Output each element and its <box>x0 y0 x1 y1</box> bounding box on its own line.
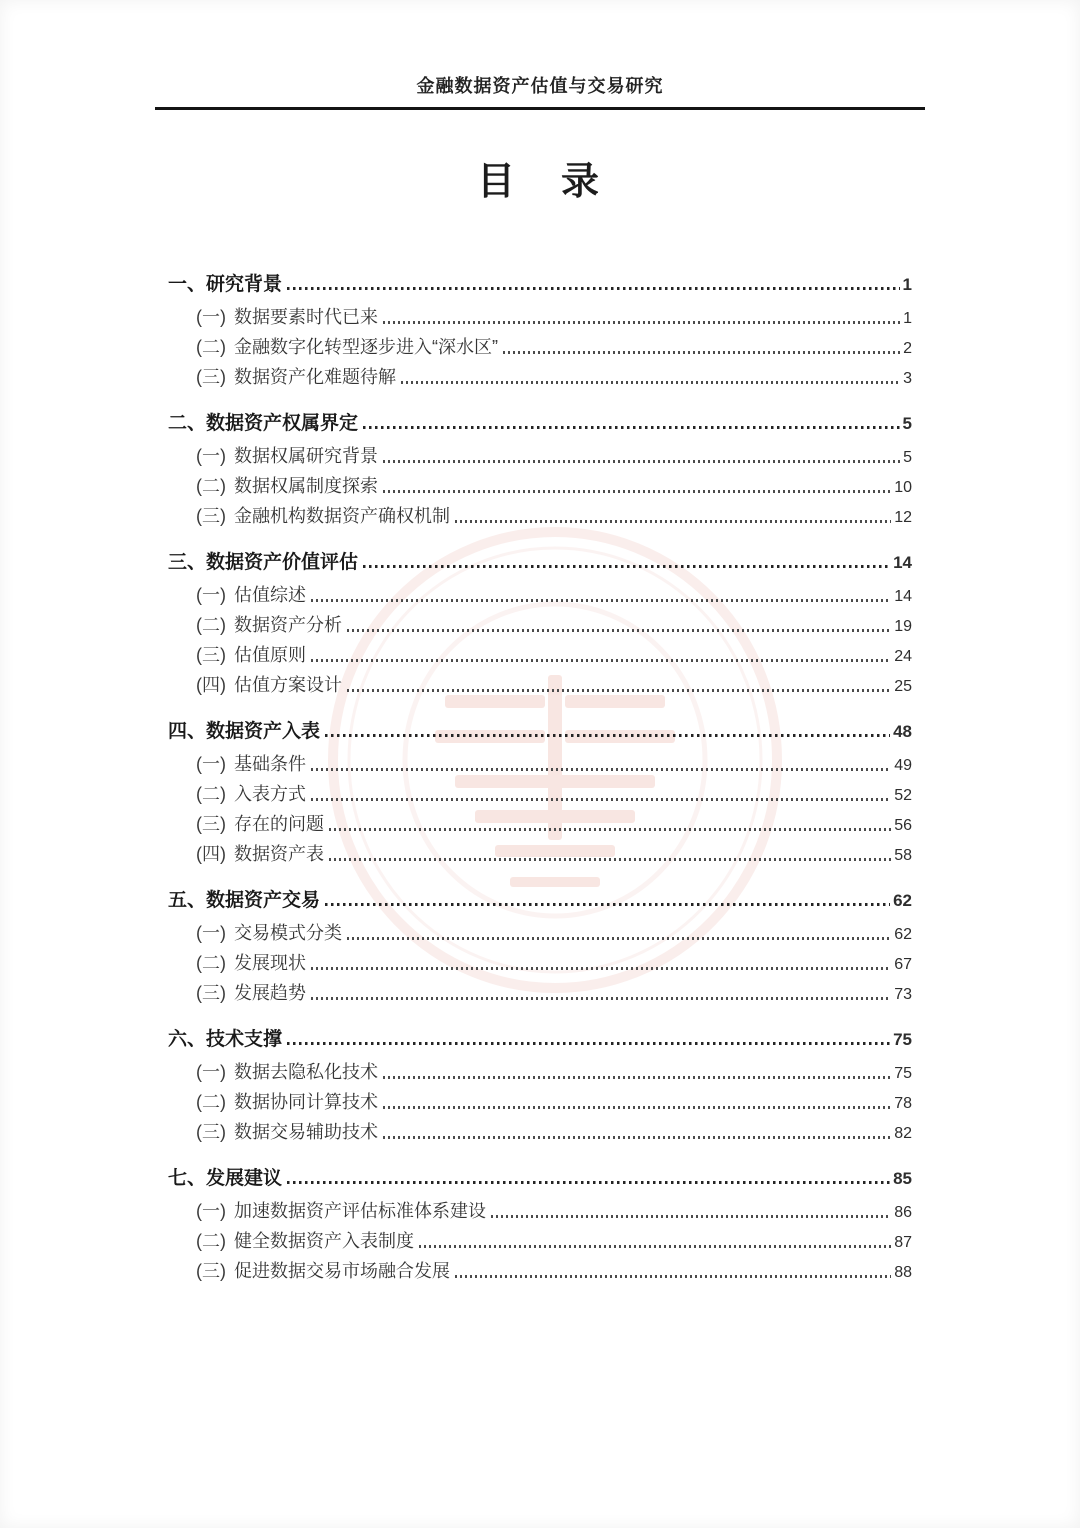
dot-leader <box>383 321 900 324</box>
section-title: 发展建议 <box>206 1168 283 1189</box>
item-marker: (四) <box>196 675 226 695</box>
item-title: 促进数据交易市场融合发展 <box>234 1261 450 1281</box>
toc-item-row <box>168 468 912 498</box>
item-title: 基础条件 <box>234 754 306 774</box>
toc-item-row <box>168 637 912 667</box>
toc-list <box>168 263 912 1283</box>
item-marker: (一) <box>196 585 226 605</box>
item-title: 数据交易辅助技术 <box>234 1122 378 1142</box>
item-marker: (一) <box>196 1201 226 1221</box>
item-title: 金融数字化转型逐步进入“深水区” <box>234 337 498 357</box>
toc-item-row <box>168 1084 912 1114</box>
item-title: 加速数据资产评估标准体系建设 <box>234 1201 486 1221</box>
item-marker: (三) <box>196 1122 226 1142</box>
dot-leader <box>419 1245 891 1248</box>
item-marker: (二) <box>196 784 226 804</box>
dot-leader <box>347 629 891 632</box>
section-page-number: 75 <box>893 1030 912 1049</box>
toc-item-row <box>168 1253 912 1283</box>
section-number: 一、 <box>168 274 207 295</box>
dot-leader <box>363 565 890 568</box>
section-number: 五、 <box>168 890 207 911</box>
item-marker: (三) <box>196 645 226 665</box>
page-title: 目 录 <box>476 161 603 203</box>
dot-leader <box>287 1181 890 1184</box>
toc-section-row <box>168 1018 912 1051</box>
item-title: 数据资产化难题待解 <box>234 367 396 387</box>
item-page-number: 5 <box>903 449 912 466</box>
item-page-number: 2 <box>903 340 912 357</box>
item-title: 数据权属制度探索 <box>234 476 378 496</box>
toc-item-row <box>168 498 912 528</box>
section-page-number: 14 <box>893 553 912 572</box>
dot-leader <box>363 426 900 429</box>
toc-item-row <box>168 329 912 359</box>
item-marker: (一) <box>196 446 226 466</box>
item-page-number: 73 <box>894 986 912 1003</box>
item-title: 发展趋势 <box>234 983 306 1003</box>
section-title: 数据资产入表 <box>206 721 321 742</box>
section-number: 四、 <box>168 721 207 742</box>
toc-item-row <box>168 776 912 806</box>
toc-section-row <box>168 710 912 743</box>
toc-section-row <box>168 879 912 912</box>
item-title: 金融机构数据资产确权机制 <box>234 506 450 526</box>
toc-item-row <box>168 299 912 329</box>
toc-item-row <box>168 577 912 607</box>
item-title: 数据去隐私化技术 <box>234 1062 378 1082</box>
item-page-number: 52 <box>894 787 912 804</box>
item-page-number: 12 <box>894 509 912 526</box>
item-title: 数据协同计算技术 <box>234 1092 378 1112</box>
toc-section-row <box>168 263 912 296</box>
item-page-number: 82 <box>894 1125 912 1142</box>
dot-leader <box>503 351 900 354</box>
item-marker: (三) <box>196 983 226 1003</box>
item-marker: (二) <box>196 1092 226 1112</box>
item-marker: (一) <box>196 307 226 327</box>
item-marker: (二) <box>196 615 226 635</box>
dot-leader <box>325 734 890 737</box>
toc-section-row <box>168 1157 912 1190</box>
section-number: 六、 <box>168 1029 207 1050</box>
dot-leader <box>383 1076 891 1079</box>
item-title: 入表方式 <box>234 784 306 804</box>
item-marker: (一) <box>196 923 226 943</box>
section-number: 三、 <box>168 552 207 573</box>
toc-item-row <box>168 945 912 975</box>
item-page-number: 58 <box>894 847 912 864</box>
dot-leader <box>325 903 890 906</box>
dot-leader <box>455 1275 891 1278</box>
dot-leader <box>329 828 891 831</box>
dot-leader <box>383 490 891 493</box>
item-title: 数据资产分析 <box>234 615 342 635</box>
toc-item-row <box>168 746 912 776</box>
dot-leader <box>311 967 891 970</box>
toc-item-row <box>168 836 912 866</box>
toc-item-row <box>168 915 912 945</box>
section-page-number: 5 <box>902 414 912 433</box>
section-title: 技术支撑 <box>206 1029 283 1050</box>
toc-section-row <box>168 541 912 574</box>
item-page-number: 87 <box>894 1234 912 1251</box>
running-header: 金融数据资产估值与交易研究 <box>416 76 664 96</box>
item-title: 数据资产表 <box>234 844 324 864</box>
item-page-number: 67 <box>894 956 912 973</box>
item-marker: (三) <box>196 1261 226 1281</box>
toc-section-row <box>168 402 912 435</box>
header-rule <box>155 107 925 110</box>
item-marker: (一) <box>196 1062 226 1082</box>
item-title: 存在的问题 <box>234 814 324 834</box>
dot-leader <box>329 858 891 861</box>
item-marker: (二) <box>196 1231 226 1251</box>
item-title: 数据要素时代已来 <box>234 307 378 327</box>
item-page-number: 19 <box>894 618 912 635</box>
item-title: 估值方案设计 <box>234 675 342 695</box>
item-marker: (一) <box>196 754 226 774</box>
section-title: 数据资产权属界定 <box>206 413 359 434</box>
section-title: 数据资产交易 <box>206 890 321 911</box>
item-title: 发展现状 <box>234 953 306 973</box>
dot-leader <box>311 768 891 771</box>
item-title: 估值综述 <box>234 585 306 605</box>
item-marker: (二) <box>196 953 226 973</box>
item-page-number: 88 <box>894 1264 912 1281</box>
toc-item-row <box>168 438 912 468</box>
toc-item-row <box>168 975 912 1005</box>
dot-leader <box>383 1136 891 1139</box>
dot-leader <box>383 1106 891 1109</box>
item-page-number: 86 <box>894 1204 912 1221</box>
item-marker: (三) <box>196 814 226 834</box>
section-page-number: 62 <box>893 891 912 910</box>
dot-leader <box>347 689 891 692</box>
item-marker: (三) <box>196 367 226 387</box>
section-number: 七、 <box>168 1168 207 1189</box>
dot-leader <box>287 287 900 290</box>
item-marker: (四) <box>196 844 226 864</box>
section-number: 二、 <box>168 413 207 434</box>
toc-item-row <box>168 1193 912 1223</box>
dot-leader <box>401 381 900 384</box>
item-page-number: 49 <box>894 757 912 774</box>
dot-leader <box>311 798 891 801</box>
item-page-number: 25 <box>894 678 912 695</box>
item-page-number: 1 <box>903 310 912 327</box>
dot-leader <box>347 937 891 940</box>
section-title: 数据资产价值评估 <box>206 552 359 573</box>
dot-leader <box>311 599 891 602</box>
toc-item-row <box>168 1054 912 1084</box>
toc-item-row <box>168 1223 912 1253</box>
toc-item-row <box>168 607 912 637</box>
dot-leader <box>491 1215 891 1218</box>
toc-item-row <box>168 667 912 697</box>
item-title: 数据权属研究背景 <box>234 446 378 466</box>
dot-leader <box>455 520 891 523</box>
section-page-number: 1 <box>902 275 912 294</box>
item-marker: (二) <box>196 476 226 496</box>
section-title: 研究背景 <box>206 274 283 295</box>
dot-leader <box>311 659 891 662</box>
item-page-number: 62 <box>894 926 912 943</box>
item-title: 交易模式分类 <box>234 923 342 943</box>
item-page-number: 78 <box>894 1095 912 1112</box>
item-title: 估值原则 <box>234 645 306 665</box>
item-marker: (三) <box>196 506 226 526</box>
dot-leader <box>287 1042 890 1045</box>
section-page-number: 85 <box>893 1169 912 1188</box>
item-marker: (二) <box>196 337 226 357</box>
item-title: 健全数据资产入表制度 <box>234 1231 414 1251</box>
dot-leader <box>383 460 900 463</box>
toc-item-row <box>168 806 912 836</box>
toc-item-row <box>168 359 912 389</box>
toc-item-row <box>168 1114 912 1144</box>
section-page-number: 48 <box>893 722 912 741</box>
item-page-number: 24 <box>894 648 912 665</box>
item-page-number: 14 <box>894 588 912 605</box>
item-page-number: 10 <box>894 479 912 496</box>
item-page-number: 3 <box>903 370 912 387</box>
item-page-number: 75 <box>894 1065 912 1082</box>
item-page-number: 56 <box>894 817 912 834</box>
dot-leader <box>311 997 891 1000</box>
